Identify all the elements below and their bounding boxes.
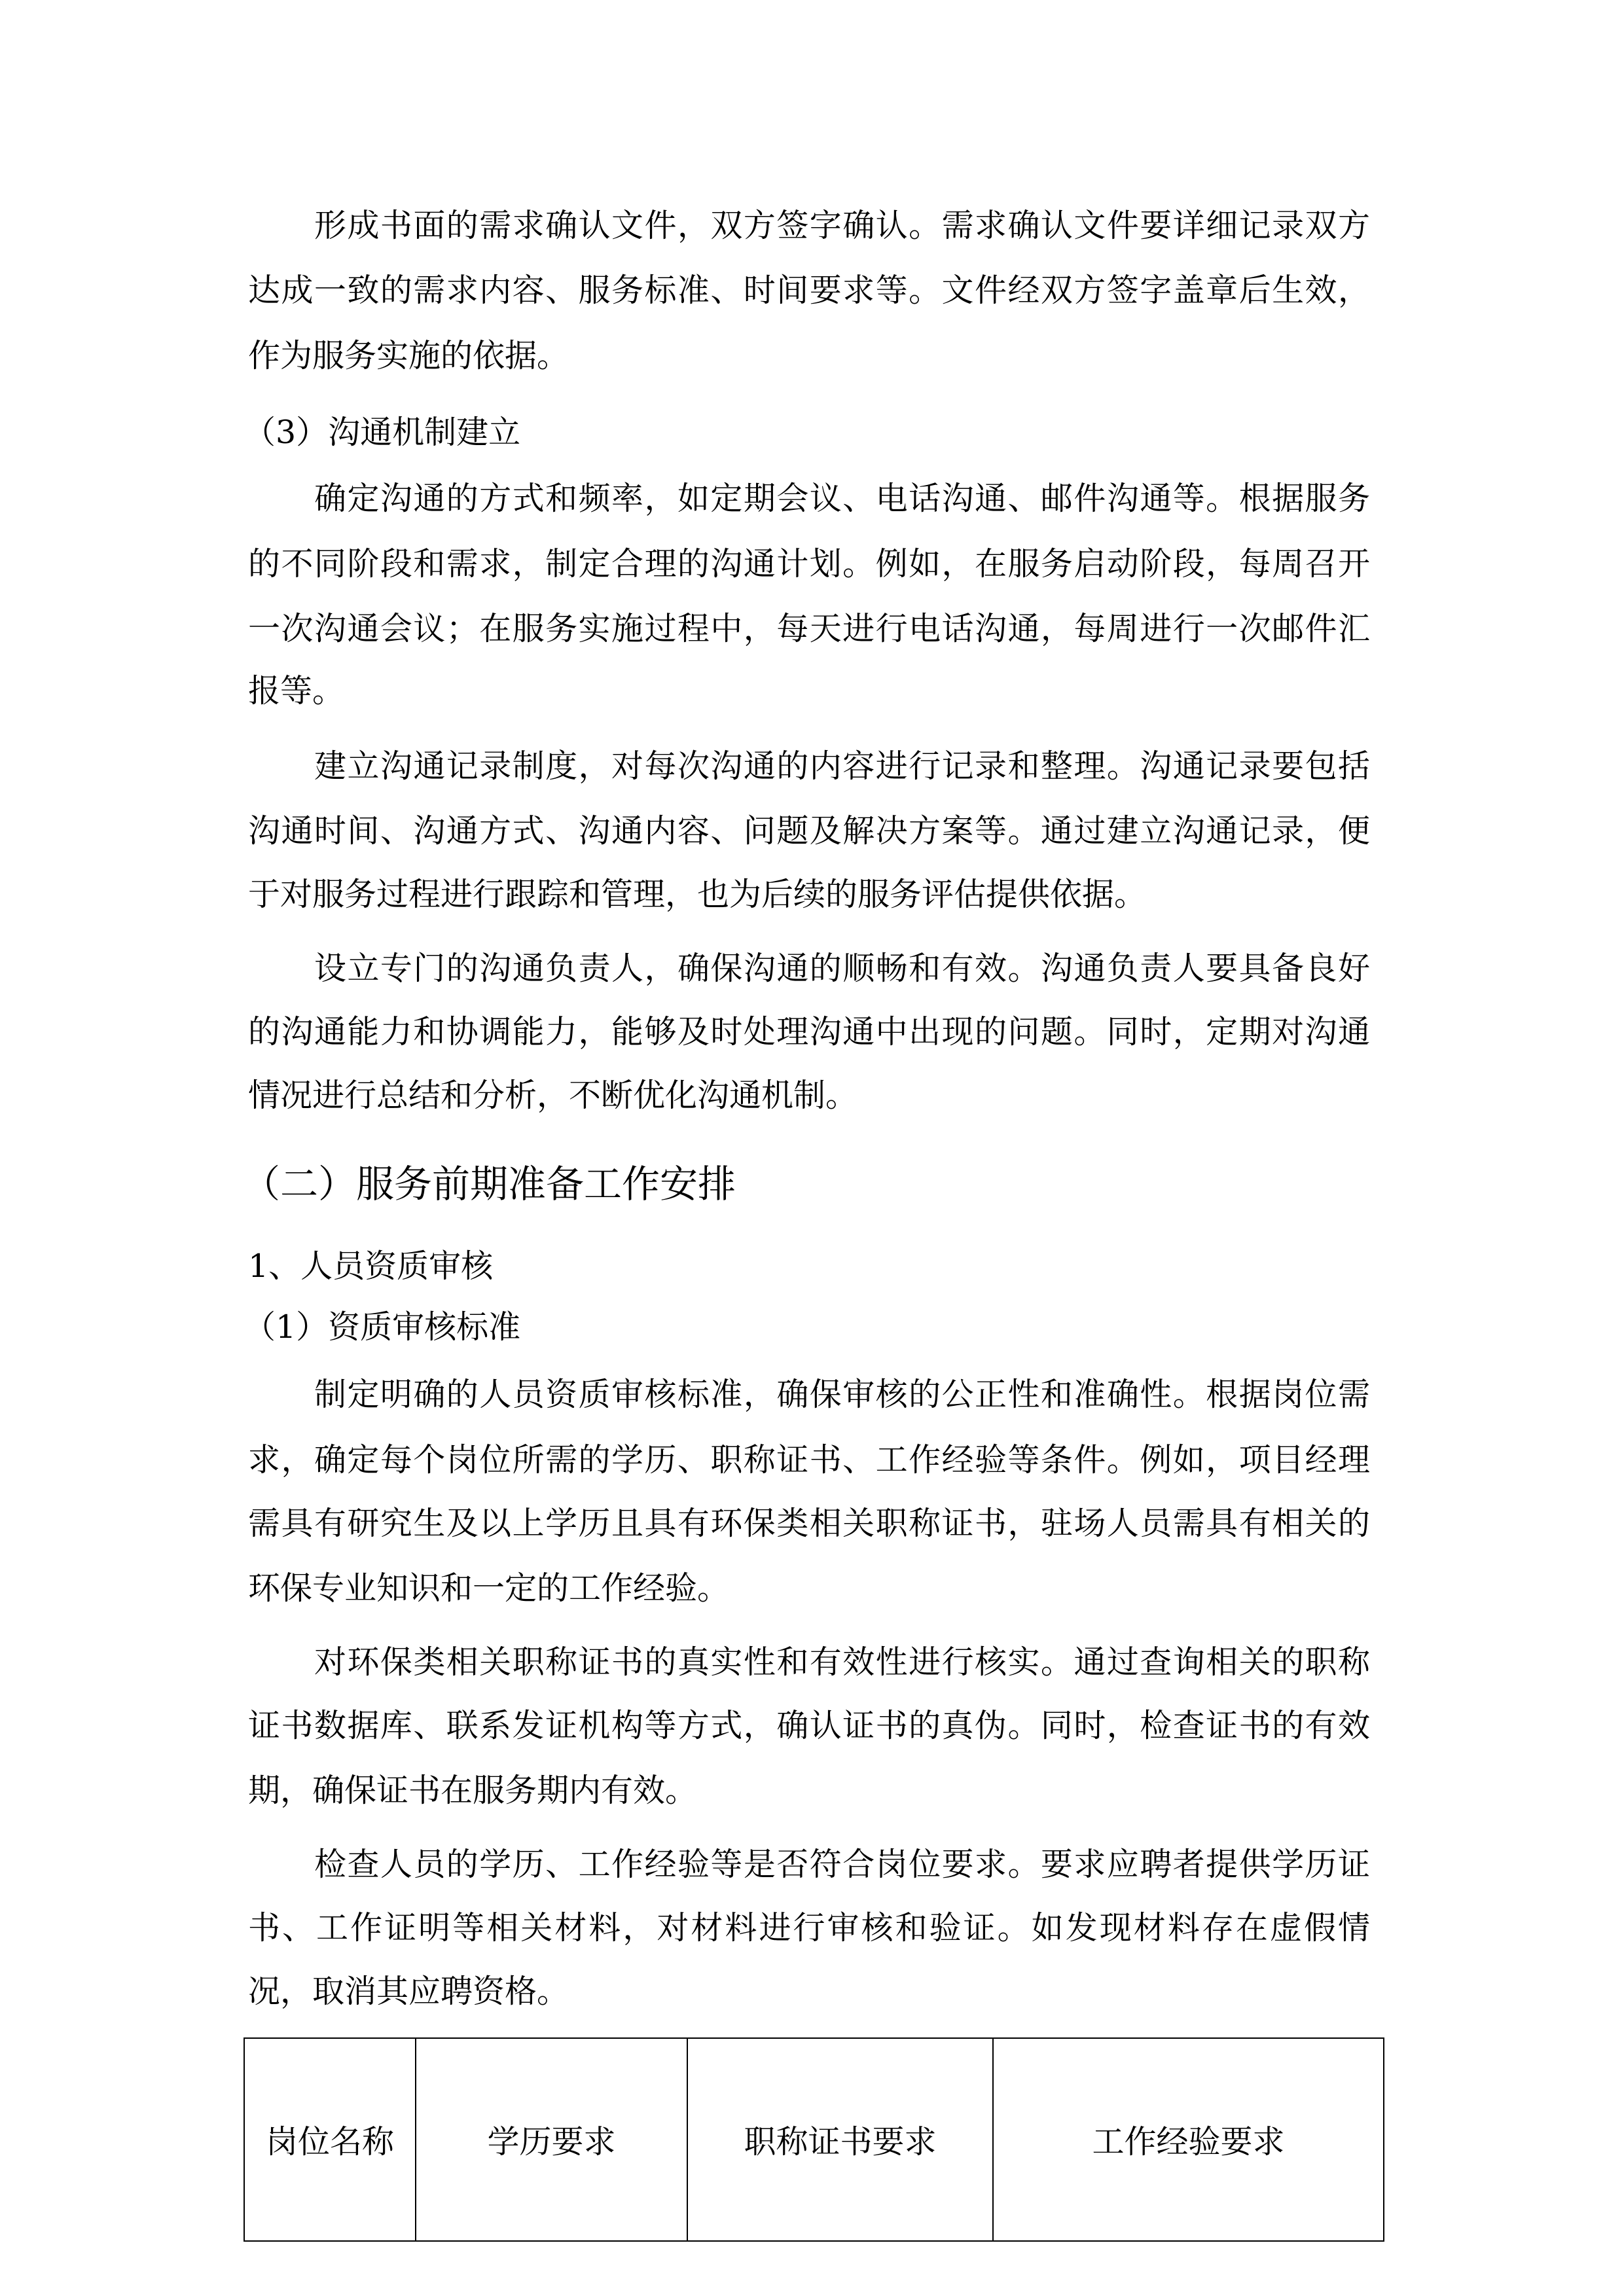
header-certificate: 职称证书要求	[687, 2038, 993, 2241]
subheading-review-standards: （1）资质审核标准	[244, 1308, 521, 1346]
paragraph-line: 需具有研究生及以上学历且具有环保类相关职称证书，驻场人员需具有相关的	[248, 1505, 1370, 1542]
paragraph-line: 期，确保证书在服务期内有效。	[248, 1772, 698, 1809]
paragraph-line: 达成一致的需求内容、服务标准、时间要求等。文件经双方签字盖章后生效，	[248, 272, 1370, 309]
paragraph-line: 的不同阶段和需求，制定合理的沟通计划。例如，在服务启动阶段，每周召开	[248, 545, 1370, 583]
paragraph-line: 确定沟通的方式和频率，如定期会议、电话沟通、邮件沟通等。根据服务	[314, 480, 1370, 517]
header-experience: 工作经验要求	[993, 2038, 1384, 2241]
paragraph-line: 环保专业知识和一定的工作经验。	[248, 1570, 730, 1607]
paragraph-line: 沟通时间、沟通方式、沟通内容、问题及解决方案等。通过建立沟通记录，便	[248, 812, 1370, 850]
paragraph-line: 情况进行总结和分析，不断优化沟通机制。	[248, 1077, 858, 1114]
paragraph-line: 检查人员的学历、工作经验等是否符合岗位要求。要求应聘者提供学历证	[314, 1846, 1370, 1883]
header-position-name: 岗位名称	[244, 2038, 416, 2241]
paragraph-line: 作为服务实施的依据。	[248, 337, 569, 374]
paragraph-line: 设立专门的沟通负责人，确保沟通的顺畅和有效。沟通负责人要具备良好	[314, 950, 1370, 987]
paragraph-line: 一次沟通会议；在服务实施过程中，每天进行电话沟通，每周进行一次邮件汇	[248, 610, 1370, 647]
subheading-communication-mechanism: （3）沟通机制建立	[244, 414, 521, 451]
subheading-personnel-review: 1、人员资质审核	[248, 1247, 494, 1285]
paragraph-line: 报等。	[248, 672, 345, 709]
paragraph-line: 建立沟通记录制度，对每次沟通的内容进行记录和整理。沟通记录要包括	[314, 747, 1370, 785]
header-education: 学历要求	[416, 2038, 687, 2241]
paragraph-line: 况，取消其应聘资格。	[248, 1973, 569, 2010]
paragraph-line: 证书数据库、联系发证机构等方式，确认证书的真伪。同时，检查证书的有效	[248, 1707, 1370, 1744]
section-heading: （二）服务前期准备工作安排	[242, 1162, 736, 1206]
paragraph-line: 书、工作证明等相关材料，对材料进行审核和验证。如发现材料存在虚假情	[248, 1909, 1370, 1946]
paragraph-line: 制定明确的人员资质审核标准，确保审核的公正性和准确性。根据岗位需	[314, 1376, 1370, 1413]
table-header-row	[244, 2038, 1384, 2241]
qualification-table	[244, 2037, 1384, 2242]
paragraph-line: 对环保类相关职称证书的真实性和有效性进行核实。通过查询相关的职称	[314, 1643, 1370, 1681]
paragraph-line: 求，确定每个岗位所需的学历、职称证书、工作经验等条件。例如，项目经理	[248, 1441, 1370, 1479]
paragraph-line: 形成书面的需求确认文件，双方签字确认。需求确认文件要详细记录双方	[314, 207, 1370, 244]
paragraph-line: 的沟通能力和协调能力，能够及时处理沟通中出现的问题。同时，定期对沟通	[248, 1013, 1370, 1050]
paragraph-line: 于对服务过程进行跟踪和管理，也为后续的服务评估提供依据。	[248, 876, 1147, 913]
